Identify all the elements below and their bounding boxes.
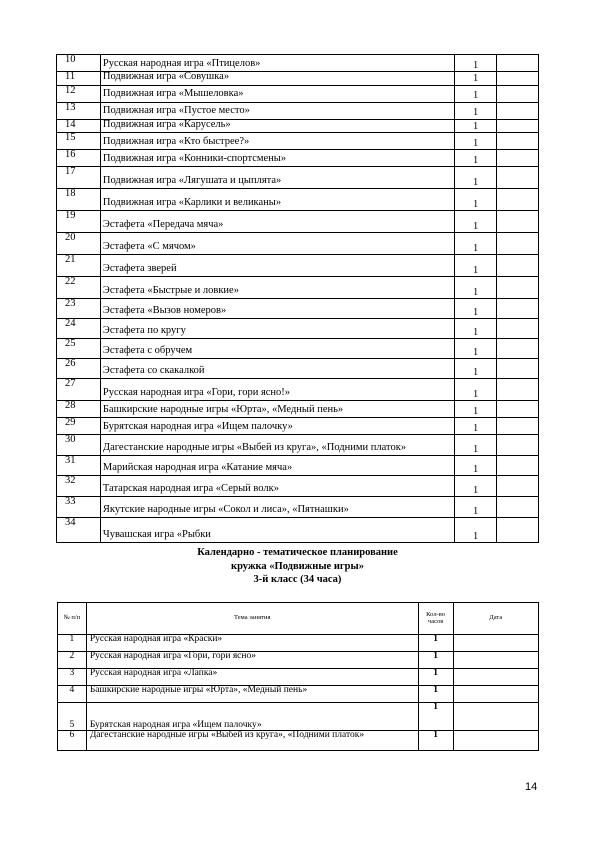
table-row: [57, 119, 539, 133]
table-row: [58, 635, 539, 652]
header-num: № п/п: [58, 603, 87, 635]
row-number: 6: [58, 731, 87, 751]
table-row: [57, 211, 539, 233]
row-date: [497, 277, 539, 299]
row-topic: Эстафета «С мячом»: [100, 233, 454, 255]
heading-line-3: 3-й класс (34 часа): [253, 574, 342, 585]
row-hours: 1: [455, 435, 497, 456]
row-number: 11: [57, 72, 101, 86]
table-row: [57, 497, 539, 518]
row-date: [497, 401, 539, 418]
row-number: 28: [57, 401, 101, 418]
row-date: [497, 72, 539, 86]
row-date: [453, 686, 538, 703]
table-row: [57, 401, 539, 418]
row-date: [497, 476, 539, 497]
header-topic: Тема занятия: [86, 603, 418, 635]
row-hours: 1: [455, 85, 497, 102]
row-topic: Русская народная игра «Лапка»: [86, 669, 418, 686]
row-number: 22: [57, 277, 101, 299]
table-row: [58, 731, 539, 751]
row-number: 27: [57, 379, 101, 401]
row-date: [497, 255, 539, 277]
row-topic: Татарская народная игра «Серый волк»: [100, 476, 454, 497]
table-header-row: [58, 603, 539, 635]
table-row: [57, 319, 539, 339]
row-date: [497, 167, 539, 189]
table-row: [57, 277, 539, 299]
row-hours: 1: [455, 233, 497, 255]
row-date: [497, 211, 539, 233]
table-row: [57, 133, 539, 150]
row-number: 31: [57, 456, 101, 476]
row-topic: Эстафета зверей: [100, 255, 454, 277]
table-row: [57, 233, 539, 255]
row-date: [497, 418, 539, 435]
row-hours: 1: [418, 686, 453, 703]
row-number: 3: [58, 669, 87, 686]
row-date: [497, 435, 539, 456]
row-topic: Якутские народные игры «Сокол и лиса», «Пятнашки»: [100, 497, 454, 518]
row-date: [497, 150, 539, 167]
row-topic: Дагестанские народные игры «Выбей из круга», «Подними платок»: [100, 435, 454, 456]
row-topic: Марийская народная игра «Катание мяча»: [100, 456, 454, 476]
row-number: 23: [57, 299, 101, 319]
row-date: [497, 55, 539, 72]
row-hours: 1: [455, 189, 497, 211]
row-topic: Эстафета «Быстрые и ловкие»: [100, 277, 454, 299]
row-hours: 1: [455, 277, 497, 299]
heading-line-2: кружка «Подвижные игры»: [231, 560, 364, 572]
row-hours: 1: [418, 731, 453, 751]
row-topic: Башкирские народные игры «Юрта», «Медный пень»: [100, 401, 454, 418]
table-row: [57, 189, 539, 211]
row-hours: 1: [455, 167, 497, 189]
row-date: [453, 635, 538, 652]
row-topic: Подвижная игра «Лягушата и цыплята»: [100, 167, 454, 189]
row-topic: Русская народная игра «Краски»: [86, 635, 418, 652]
row-topic: Русская народная игра «Гори, гори ясно!»: [100, 379, 454, 401]
row-topic: Дагестанские народные игры «Выбей из круга», «Подними платок»: [86, 731, 418, 751]
row-date: [497, 189, 539, 211]
row-hours: 1: [455, 299, 497, 319]
row-topic: Эстафета с обручем: [100, 339, 454, 359]
row-hours: 1: [455, 359, 497, 379]
row-date: [497, 339, 539, 359]
row-date: [453, 669, 538, 686]
row-date: [453, 731, 538, 751]
row-date: [497, 497, 539, 518]
row-hours: 1: [455, 319, 497, 339]
row-date: [497, 85, 539, 102]
row-number: 10: [57, 55, 101, 72]
row-hours: 1: [455, 119, 497, 133]
table-row: [57, 72, 539, 86]
row-hours: 1: [418, 652, 453, 669]
row-number: 5: [58, 703, 87, 731]
row-hours: 1: [455, 497, 497, 518]
table-row: [57, 379, 539, 401]
row-topic: Подвижная игра «Совушка»: [100, 72, 454, 86]
row-hours: 1: [455, 150, 497, 167]
table-row: [57, 418, 539, 435]
table-row: [57, 299, 539, 319]
row-number: 16: [57, 150, 101, 167]
row-hours: 1: [455, 133, 497, 150]
row-number: 25: [57, 339, 101, 359]
row-number: 34: [57, 518, 101, 543]
row-hours: 1: [455, 401, 497, 418]
table-row: [57, 456, 539, 476]
row-number: 1: [58, 635, 87, 652]
table-row: [57, 255, 539, 277]
row-number: 26: [57, 359, 101, 379]
row-topic: Эстафета «Передача мяча»: [100, 211, 454, 233]
row-number: 12: [57, 85, 101, 102]
row-topic: Подвижная игра «Кто быстрее?»: [100, 133, 454, 150]
table-row: [57, 435, 539, 456]
table-row: [58, 686, 539, 703]
table-row: [57, 150, 539, 167]
heading-line-1: Календарно - тематическое планирование: [197, 547, 398, 558]
row-hours: 1: [455, 72, 497, 86]
row-hours: 1: [418, 635, 453, 652]
row-number: 13: [57, 102, 101, 119]
row-hours: 1: [455, 255, 497, 277]
row-hours: 1: [418, 669, 453, 686]
row-number: 20: [57, 233, 101, 255]
row-topic: Русская народная игра «Гори, гори ясно»: [86, 652, 418, 669]
table-row: [58, 703, 539, 731]
row-number: 15: [57, 133, 101, 150]
row-hours: 1: [455, 102, 497, 119]
row-date: [497, 102, 539, 119]
section-heading: [56, 546, 539, 587]
row-date: [497, 233, 539, 255]
header-hours: Кол-во часов: [418, 603, 453, 635]
header-date: Дата: [453, 603, 538, 635]
row-hours: 1: [455, 418, 497, 435]
row-date: [497, 119, 539, 133]
row-number: 19: [57, 211, 101, 233]
table-row: [57, 102, 539, 119]
row-hours: 1: [455, 476, 497, 497]
row-topic: Эстафета со скакалкой: [100, 359, 454, 379]
row-hours: 1: [455, 55, 497, 72]
table-row: [57, 55, 539, 72]
row-date: [453, 652, 538, 669]
table-row: [57, 359, 539, 379]
row-topic: Бурятская народная игра «Ищем палочку»: [86, 703, 418, 731]
row-number: 4: [58, 686, 87, 703]
row-date: [497, 299, 539, 319]
row-hours: 1: [455, 456, 497, 476]
row-hours: 1: [455, 211, 497, 233]
row-hours: 1: [418, 703, 453, 731]
row-number: 14: [57, 119, 101, 133]
schedule-table-continued: [56, 54, 539, 543]
row-topic: Чувашская игра «Рыбки: [100, 518, 454, 543]
row-topic: Эстафета по кругу: [100, 319, 454, 339]
row-date: [497, 456, 539, 476]
table-row: [57, 85, 539, 102]
row-date: [453, 703, 538, 731]
row-date: [497, 379, 539, 401]
row-hours: 1: [455, 379, 497, 401]
row-topic: Башкирские народные игры «Юрта», «Медный пень»: [86, 686, 418, 703]
row-hours: 1: [455, 339, 497, 359]
row-topic: Русская народная игра «Птицелов»: [100, 55, 454, 72]
table-row: [57, 518, 539, 543]
row-hours: 1: [455, 518, 497, 543]
table-row: [57, 167, 539, 189]
row-number: 21: [57, 255, 101, 277]
row-number: 24: [57, 319, 101, 339]
row-number: 2: [58, 652, 87, 669]
row-date: [497, 359, 539, 379]
row-topic: Подвижная игра «Конники-спортсмены»: [100, 150, 454, 167]
table-row: [57, 339, 539, 359]
row-number: 33: [57, 497, 101, 518]
row-number: 32: [57, 476, 101, 497]
row-date: [497, 133, 539, 150]
row-topic: Эстафета «Вызов номеров»: [100, 299, 454, 319]
page-number: 14: [525, 781, 538, 793]
row-topic: Подвижная игра «Карлики и великаны»: [100, 189, 454, 211]
table-row: [57, 476, 539, 497]
row-topic: Бурятская народная игра «Ищем палочку»: [100, 418, 454, 435]
row-number: 30: [57, 435, 101, 456]
row-topic: Подвижная игра «Мышеловка»: [100, 85, 454, 102]
row-date: [497, 319, 539, 339]
row-number: 17: [57, 167, 101, 189]
row-topic: Подвижная игра «Пустое место»: [100, 102, 454, 119]
table-row: [58, 669, 539, 686]
table-row: [58, 652, 539, 669]
row-topic: Подвижная игра «Карусель»: [100, 119, 454, 133]
row-number: 18: [57, 189, 101, 211]
row-date: [497, 518, 539, 543]
schedule-table-grade3: [57, 602, 539, 751]
row-number: 29: [57, 418, 101, 435]
page-edge-mask: [56, 760, 540, 772]
